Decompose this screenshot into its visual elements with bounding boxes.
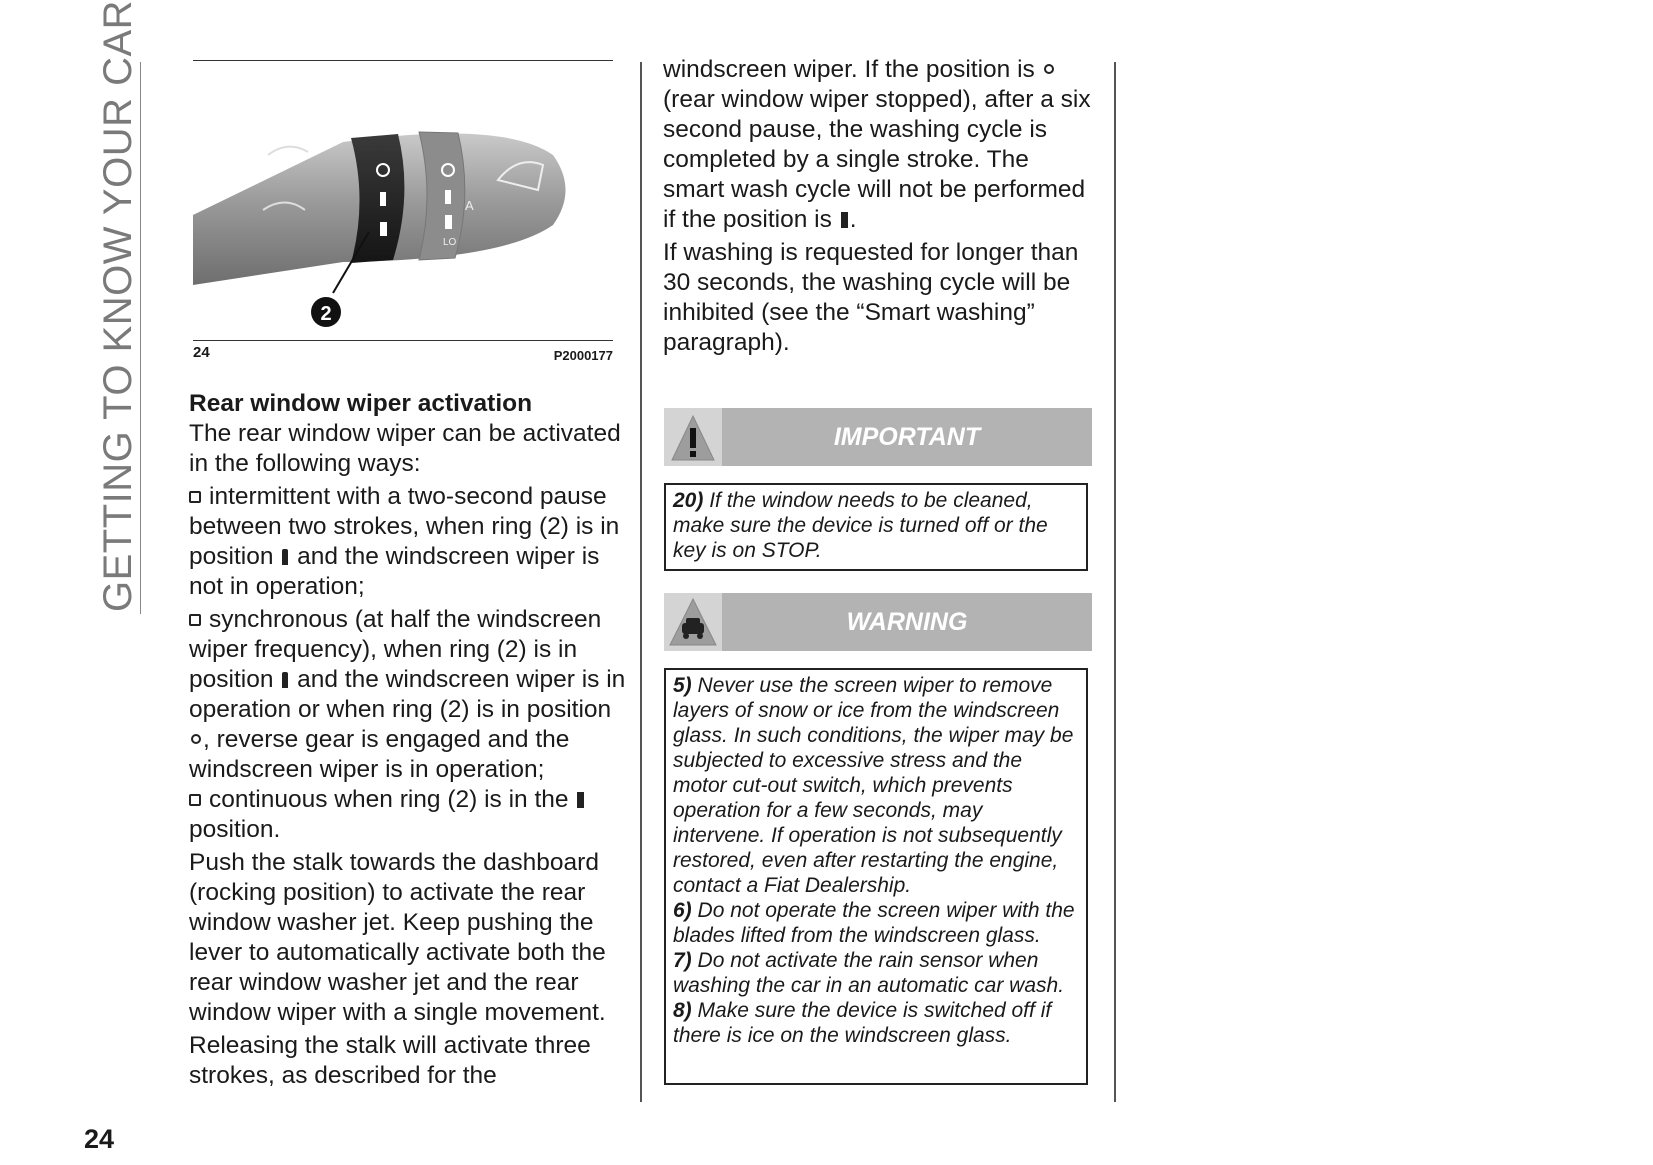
warning-note: 8) Make sure the device is switched off if there is ice on the windscreen glass. [673, 999, 1052, 1047]
right-column-text [663, 55, 1093, 361]
washing-limit-paragraph: If washing is requested for longer than 30 seconds, the washing cycle will be inhibited (see the “Smart washing” paragraph). [663, 239, 1079, 356]
skid-car-icon [664, 593, 722, 651]
column-divider-left [640, 62, 642, 1102]
wiper-stalk-illustration [193, 60, 613, 340]
left-column-text [189, 389, 629, 1094]
continuous-symbol-icon [577, 792, 584, 808]
off-symbol-icon [191, 734, 201, 744]
warning-note-box [664, 668, 1088, 1085]
off-symbol-icon [1044, 64, 1054, 74]
side-divider [140, 62, 141, 614]
bullet-icon [189, 794, 201, 806]
list-item-continuous: continuous when ring (2) is in the position. [189, 785, 629, 845]
figure-number: 24 [193, 344, 210, 361]
bullet-icon [189, 491, 201, 503]
washer-symbol [268, 147, 308, 155]
outer-symbol-int [445, 190, 451, 204]
list-item-synchronous: synchronous (at half the windscreen wiper frequency), when ring (2) is in position and the windscreen wiper is in operation or when ring (2) is in position , reverse gear is engaged and the windscreen wiper is in operation; [189, 606, 626, 783]
ring-symbol-int [380, 192, 386, 206]
warning-note: 6) Do not operate the screen wiper with the blades lifted from the windscreen glass. [673, 899, 1075, 947]
warning-note: 7) Do not activate the rain sensor when washing the car in an automatic car wash. [673, 949, 1065, 997]
outer-symbol-cont [445, 215, 452, 229]
outer-label-a: A [465, 198, 474, 213]
callout-number: 2 [320, 303, 332, 325]
figure-code: P2000177 [553, 348, 613, 363]
intermittent-symbol-icon [282, 672, 288, 688]
important-banner [664, 408, 1092, 466]
outer-label-lo: LO [443, 237, 457, 248]
bullet-icon [189, 614, 201, 626]
note-number: 8) [673, 999, 692, 1022]
warning-banner [664, 593, 1092, 651]
chapter-side-title: GETTING TO KNOW YOUR CAR [96, 0, 140, 612]
note-number: 7) [673, 949, 692, 972]
intermittent-symbol-icon [282, 549, 288, 565]
figure-bottom-rule [193, 340, 613, 341]
intro-paragraph: The rear window wiper can be activated in the following ways: [189, 420, 621, 477]
important-note-box [664, 483, 1088, 571]
important-note: 20) If the window needs to be cleaned, make sure the device is turned off or the key is on STOP. [673, 489, 1048, 562]
wiper-stalk-figure [193, 60, 613, 365]
continuous-symbol-icon [841, 212, 848, 228]
section-heading: Rear window wiper activation [189, 390, 533, 417]
continuation-paragraph: windscreen wiper. If the position is (rear window wiper stopped), after a six second pause, the washing cycle is completed by a single stroke. The smart wash cycle will not be performed if the position is . [663, 56, 1091, 233]
note-number: 6) [673, 899, 692, 922]
ring-symbol-cont [380, 222, 387, 236]
important-label: IMPORTANT [833, 423, 981, 451]
column-divider-right [1114, 62, 1116, 1102]
release-stalk-paragraph: Releasing the stalk will activate three strokes, as described for the [189, 1032, 591, 1089]
exclamation-icon [664, 408, 722, 466]
page-number: 24 [84, 1124, 115, 1154]
list-item-intermittent: intermittent with a two-second pause between two strokes, when ring (2) is in position and the windscreen wiper is not in operation; [189, 483, 620, 600]
note-number: 20) [673, 489, 704, 512]
push-stalk-paragraph: Push the stalk towards the dashboard (rocking position) to activate the rear window washer jet. Keep pushing the lever to automatically activate both the rear window washer jet and the rear window wiper with a single movement. [189, 849, 606, 1026]
warning-note: 5) Never use the screen wiper to remove layers of snow or ice from the windscreen glass. In such conditions, the wiper may be subjected to excessive stress and the motor cut-out switch, which prevents operation for a few seconds, may intervene. If operation is not subsequently restored, even after restarting the engine, contact a Fiat Dealership. [673, 674, 1074, 897]
note-number: 5) [673, 674, 692, 697]
warning-label: WARNING [846, 608, 968, 636]
